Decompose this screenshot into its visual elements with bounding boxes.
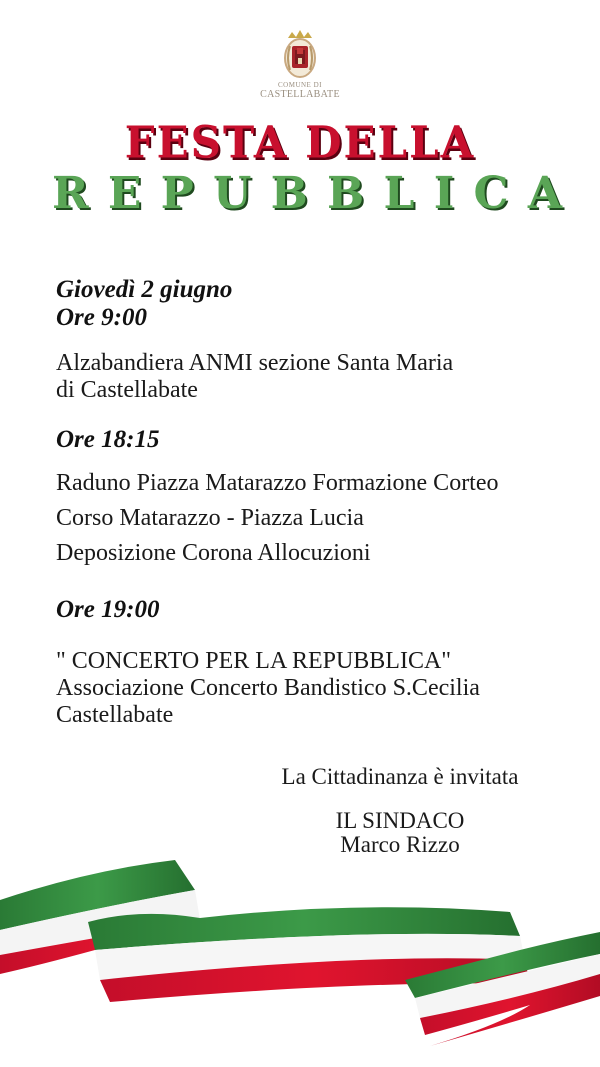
mayor-title: IL SINDACO	[335, 808, 465, 833]
mayor-name: Marco Rizzo	[340, 832, 460, 857]
event-line: Deposizione Corona Allocuzioni	[56, 540, 371, 566]
event-description	[56, 648, 480, 729]
event-time: Ore 19:00	[56, 596, 160, 623]
event-block-morning	[56, 276, 232, 332]
title-festa-della: FESTA DELLA	[124, 116, 476, 169]
title-letter: P	[160, 168, 194, 219]
title-letter: A	[527, 168, 562, 219]
logo-caption-top: COMUNE DI	[278, 81, 322, 89]
coat-of-arms-icon	[280, 28, 320, 80]
event-description	[56, 350, 453, 404]
invitation-text: La Cittadinanza è invitata	[281, 764, 519, 789]
event-time: Ore 9:00	[56, 304, 147, 331]
event-line: " CONCERTO PER LA REPUBBLICA"	[56, 648, 452, 674]
title-letter: B	[270, 168, 308, 219]
event-line: Associazione Concerto Bandistico S.Cecilia	[56, 675, 480, 701]
title-repubblica	[52, 168, 562, 219]
event-time: Ore 18:15	[56, 426, 160, 453]
title-letter: R	[52, 168, 89, 219]
logo-caption-name: CASTELLABATE	[260, 89, 340, 100]
event-date: Giovedì 2 giugno	[56, 276, 233, 303]
title-letter: L	[383, 168, 415, 219]
event-line: Castellabate	[56, 702, 174, 728]
title-letter: U	[212, 168, 252, 219]
municipality-logo	[255, 28, 345, 110]
title-letter: C	[473, 168, 509, 219]
title-letter: E	[107, 168, 142, 219]
event-block-afternoon	[56, 426, 159, 454]
event-line: Alzabandiera ANMI sezione Santa Maria	[56, 350, 454, 376]
event-line: Raduno Piazza Matarazzo Formazione Corteo	[56, 470, 499, 496]
title-letter: I	[433, 168, 455, 219]
event-line: di Castellabate	[56, 377, 198, 403]
event-description	[56, 470, 499, 567]
event-block-evening	[56, 596, 159, 624]
title-letter: B	[327, 168, 365, 219]
italian-flag-ribbon-icon	[0, 850, 600, 1067]
event-line: Corso Matarazzo - Piazza Lucia	[56, 505, 364, 531]
